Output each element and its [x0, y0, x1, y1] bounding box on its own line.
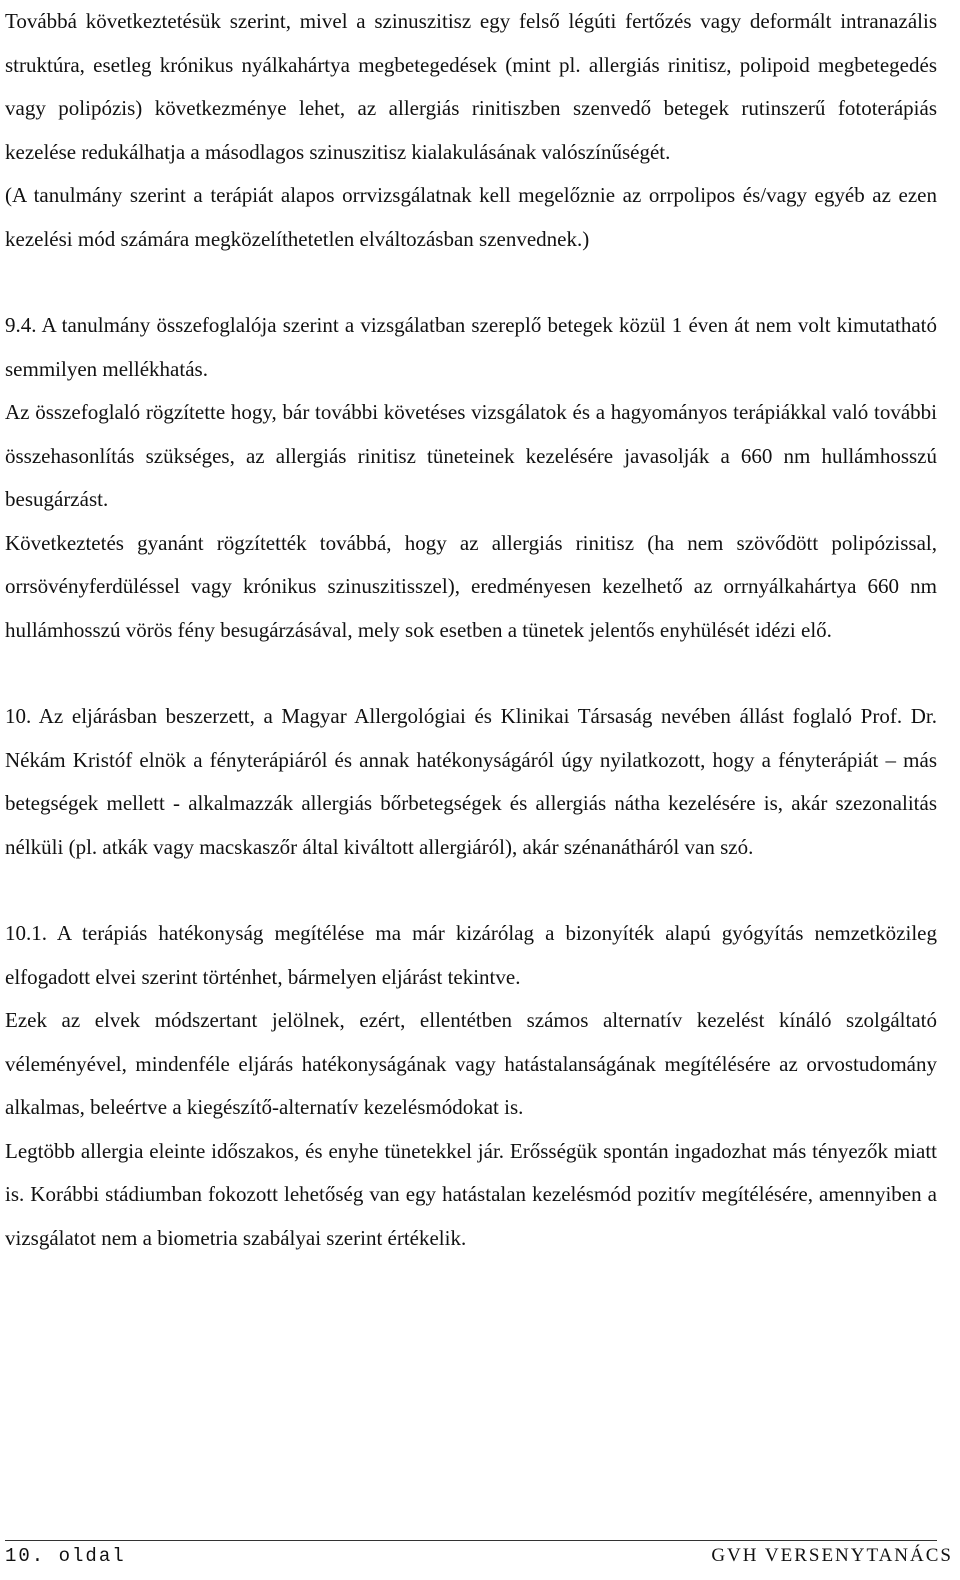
page-footer: [5, 1545, 953, 1575]
paragraph-sinusitis-conclusion: Továbbá következtetésük szerint, mivel a szinuszitisz egy felső légúti fertőzés vagy deformált intranazális struktúra, esetleg krónikus nyálkahártya megbetegedések (mint pl. allergiás rinitisz, polipoid megbetegedés vagy polipózis) következménye lehet, az allergiás rinitiszben szenvedő betegek rutinszerű fototerápiás kezelése redukálhatja a másodlagos szinuszitisz kialakulásának valószínűségét.: [5, 9, 937, 164]
footer-divider: [5, 1540, 937, 1541]
paragraph-10-1: 10.1. A terápiás hatékonyság megítélése ma már kizárólag a bizonyíték alapú gyógyítás nemzetközileg elfogadott elvei szerint történhet, bármelyen eljárást tekintve.: [5, 921, 937, 989]
paragraph-summary-recommendation: Az összefoglaló rögzítette hogy, bár további követéses vizsgálatok és a hagyományos terápiákkal való további összehasonlítás szükséges, az allergiás rinitisz tüneteinek kezelésére javasolják a 660 nm hullámhosszú besugárzást.: [5, 400, 937, 511]
paragraph-10: 10. Az eljárásban beszerzett, a Magyar Allergológiai és Klinikai Társaság nevében állást foglaló Prof. Dr. Nékám Kristóf elnök a fényterápiáról és annak hatékonyságáról úgy nyilatkozott, hogy a fényterápiát – más betegségek mellett - alkalmazzák allergiás bőrbetegségek és allergiás nátha kezelésére is, akár szezonalitás nélküli (pl. atkák vagy macskaszőr által kiváltott allergiáról), akár szénanátháról van szó.: [5, 704, 937, 859]
paragraph-spacer: [5, 261, 937, 304]
paragraph-spacer: [5, 652, 937, 695]
paragraph-allergy-symptoms: Legtöbb allergia eleinte időszakos, és enyhe tünetekkel jár. Erősségük spontán ingadozhat más tényezők miatt is. Korábbi stádiumban fokozott lehetőség van egy hatástalan kezelésmód pozitív megítélésére, amennyiben a vizsgálatot nem a biometria szabályai szerint értékelik.: [5, 1138, 937, 1250]
paragraph-9-4: 9.4. A tanulmány összefoglalója szerint a vizsgálatban szereplő betegek közül 1 éven át nem volt kimutatható semmilyen mellékhatás.: [5, 313, 937, 381]
page-number: 10. oldal: [5, 1545, 126, 1567]
publisher-name: GVH VERSENYTANÁCS: [711, 1545, 953, 1566]
paragraph-methodology: Ezek az elvek módszertant jelölnek, ezért, ellentétben számos alternatív kezelést kínáló szolgáltató véleményével, mindenféle eljárás hatékonyságának vagy hatástalanságának megítélésére az orvostudomány alkalmas, beleértve a kiegészítő-alternatív kezelésmódokat is.: [5, 1008, 937, 1119]
paragraph-conclusion: Következtetés gyanánt rögzítették továbbá, hogy az allergiás rinitisz (ha nem szövődött polipózissal, orrsövényferdüléssel vagy krónikus szinuszitisszel), eredményesen kezelhető az orrnyálkahártya 660 nm hullámhosszú vörös fény besugárzásával, mely sok esetben a tünetek jelentős enyhülését idézi elő.: [5, 530, 937, 642]
paragraph-spacer: [5, 869, 937, 912]
paragraph-examination-note: (A tanulmány szerint a terápiát alapos orrvizsgálatnak kell megelőznie az orrpolipos és/vagy egyéb az ezen kezelési mód számára megközelíthetetlen elváltozásban szenvednek.): [5, 183, 937, 251]
document-body: [5, 0, 937, 1260]
